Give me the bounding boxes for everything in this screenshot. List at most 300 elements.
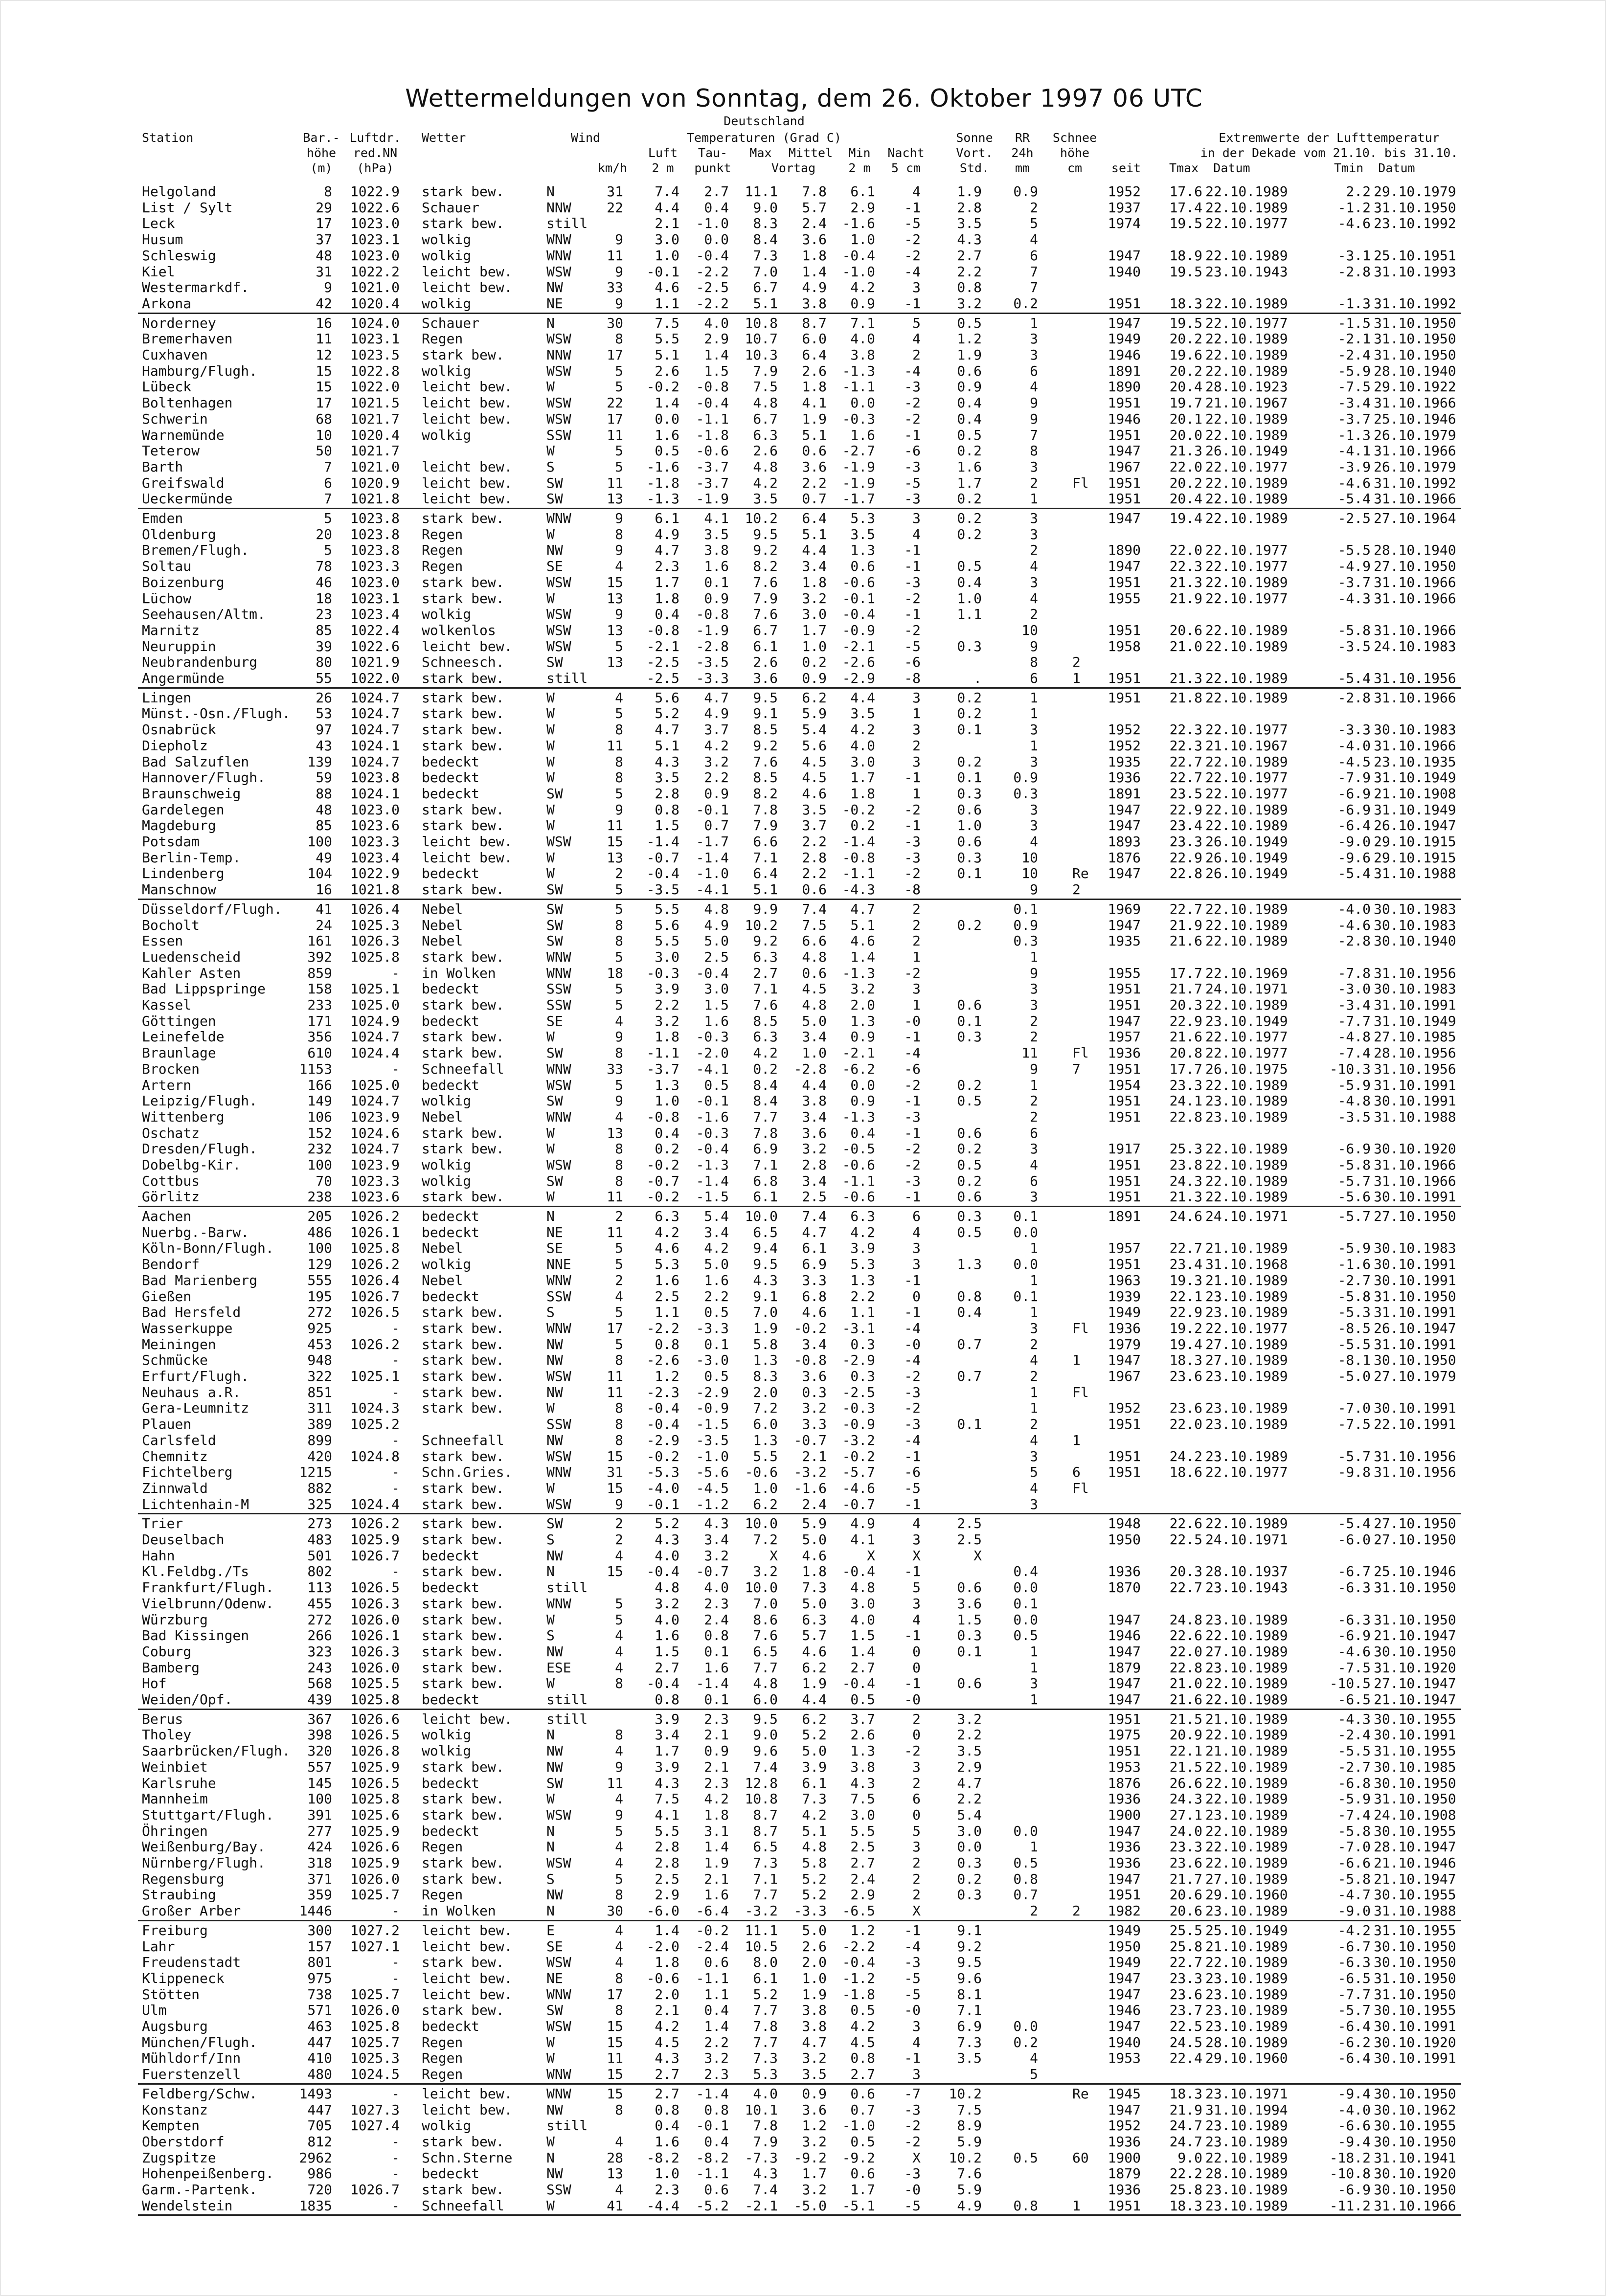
cell-sonne: 3.2 <box>957 1711 982 1727</box>
cell-luftdruck: - <box>391 2134 400 2150</box>
cell-temp-mittel: 7.8 <box>802 183 827 200</box>
cell-station: Zinnwald <box>142 1480 208 1496</box>
station-row <box>1 1855 1606 1871</box>
cell-wind-speed: 41 <box>607 2198 623 2214</box>
cell-station: Frankfurt/Flugh. <box>142 1579 274 1596</box>
cell-temp-nacht: -1 <box>904 606 921 622</box>
cell-temp-tau: 1.6 <box>704 1272 729 1288</box>
header-luft-2: red.NN <box>353 146 398 160</box>
cell-bar-hoehe: 318 <box>307 1855 332 1871</box>
cell-sonne: 3.6 <box>957 1596 982 1612</box>
cell-tmax-datum: 23.10.1943 <box>1205 1579 1288 1596</box>
cell-temp-max: 6.1 <box>753 1189 778 1205</box>
cell-sonne: 0.4 <box>957 574 982 590</box>
cell-rr: 0.3 <box>1013 933 1038 949</box>
cell-temp-nacht: 1 <box>912 786 921 802</box>
cell-temp-max: 3.6 <box>753 670 778 686</box>
cell-tmax-datum: 22.10.1977 <box>1205 315 1288 331</box>
cell-temp-mittel: 3.8 <box>802 2002 827 2018</box>
cell-tmax: 21.8 <box>1169 690 1202 706</box>
cell-tmin-datum: 31.10.1956 <box>1374 1448 1456 1464</box>
cell-temp-max: 7.8 <box>753 2018 778 2034</box>
cell-temp-max: 5.5 <box>753 1448 778 1464</box>
cell-temp-nacht: 0 <box>912 1660 921 1676</box>
header-tau-1: Tau- <box>698 146 728 160</box>
cell-station: Kahler Asten <box>142 965 241 981</box>
cell-temp-mittel: 3.5 <box>802 2066 827 2082</box>
cell-tmin-datum: 27.10.1950 <box>1374 558 1456 574</box>
cell-luftdruck: 1021.8 <box>350 881 400 898</box>
station-row <box>1 654 1606 670</box>
cell-station: Weißenburg/Bay. <box>142 1839 266 1855</box>
cell-rr: 6 <box>1030 1173 1038 1189</box>
cell-bar-hoehe: 2962 <box>299 2150 332 2166</box>
cell-temp-mittel: 4.6 <box>802 1548 827 1564</box>
cell-temp-luft: 1.5 <box>655 817 679 833</box>
cell-temp-mittel: 5.1 <box>802 427 827 443</box>
cell-bar-hoehe: 1446 <box>299 1903 332 1919</box>
cell-temp-nacht: 3 <box>912 510 921 526</box>
cell-temp-luft: -6.0 <box>646 1903 679 1919</box>
cell-temp-nacht: -5 <box>904 638 921 654</box>
cell-seit: 1979 <box>1108 1336 1141 1352</box>
cell-wind-dir: WSW <box>546 1077 571 1093</box>
cell-wind-dir: SSW <box>546 2182 571 2198</box>
cell-temp-mittel: 5.2 <box>802 1871 827 1887</box>
cell-tmin: -10.8 <box>1329 2165 1371 2182</box>
cell-tmin-datum: 31.10.1955 <box>1374 1743 1456 1759</box>
cell-wind-dir: N <box>546 315 555 331</box>
cell-temp-min: 2.7 <box>850 1855 875 1871</box>
cell-sonne: 3.2 <box>957 295 982 312</box>
cell-temp-max: 4.8 <box>753 1675 778 1691</box>
station-row <box>1 1971 1606 1986</box>
cell-temp-mittel: 4.6 <box>802 1304 827 1320</box>
cell-wind-speed: 4 <box>615 1013 623 1029</box>
cell-temp-min: 0.0 <box>850 395 875 411</box>
cell-wind-dir: WNW <box>546 1272 571 1288</box>
cell-temp-min: 4.2 <box>850 721 875 738</box>
header-schnee-1: Schnee <box>1052 131 1097 145</box>
cell-luftdruck: 1023.6 <box>350 817 400 833</box>
cell-wetter: bedeckt <box>422 1775 480 1791</box>
cell-tmax-datum: 23.10.1989 <box>1205 1093 1288 1109</box>
cell-temp-max: 4.2 <box>753 1045 778 1061</box>
cell-luftdruck: 1025.8 <box>350 2018 400 2034</box>
cell-tmin: -3.7 <box>1337 411 1371 427</box>
station-row <box>1 2182 1606 2198</box>
cell-seit: 1949 <box>1108 1304 1141 1320</box>
cell-wind-dir: S <box>546 1531 555 1548</box>
cell-temp-nacht: 4 <box>912 1612 921 1628</box>
cell-temp-max: 7.6 <box>753 606 778 622</box>
cell-wind-speed: 13 <box>607 654 623 670</box>
cell-tmin: -7.5 <box>1337 1660 1371 1676</box>
cell-tmax-datum: 22.10.1989 <box>1205 1855 1288 1871</box>
cell-temp-luft: 5.2 <box>655 1515 679 1531</box>
cell-tmin: -9.4 <box>1337 2134 1371 2150</box>
cell-temp-nacht: -1 <box>904 1189 921 1205</box>
cell-wetter: stark bew. <box>422 802 504 818</box>
cell-temp-min: 4.2 <box>850 1224 875 1240</box>
cell-temp-mittel: 3.8 <box>802 1093 827 1109</box>
cell-sonne: 0.6 <box>957 997 982 1013</box>
cell-wind-dir: WSW <box>546 264 571 280</box>
cell-luftdruck: 1026.6 <box>350 1839 400 1855</box>
cell-temp-max: 10.8 <box>745 1791 778 1807</box>
cell-luftdruck: - <box>391 1384 400 1400</box>
station-row <box>1 1141 1606 1157</box>
cell-wetter: Regen <box>422 558 463 574</box>
cell-temp-tau: 4.9 <box>704 705 729 721</box>
cell-temp-luft: 2.1 <box>655 215 679 231</box>
cell-luftdruck: 1026.3 <box>350 1643 400 1660</box>
cell-temp-min: -0.4 <box>842 1954 875 1970</box>
cell-sonne: 0.2 <box>957 690 982 706</box>
cell-rr: 4 <box>1030 1432 1038 1448</box>
cell-temp-min: 5.3 <box>850 1256 875 1272</box>
cell-tmax: 21.0 <box>1169 1675 1202 1691</box>
cell-temp-min: -0.8 <box>842 850 875 866</box>
cell-seit: 1946 <box>1108 347 1141 363</box>
cell-bar-hoehe: 486 <box>307 1224 332 1240</box>
station-row <box>1 1029 1606 1045</box>
cell-temp-luft: 0.8 <box>655 1691 679 1708</box>
cell-station: Neuhaus a.R. <box>142 1384 241 1400</box>
cell-tmin: -9.0 <box>1337 833 1371 850</box>
cell-temp-min: -0.9 <box>842 1416 875 1432</box>
cell-temp-tau: 0.9 <box>704 1743 729 1759</box>
cell-tmax-datum: 31.10.1994 <box>1205 2102 1288 2118</box>
cell-station: Ueckermünde <box>142 491 233 507</box>
cell-wind-dir: W <box>546 865 555 881</box>
cell-temp-max: 2.0 <box>753 1384 778 1400</box>
cell-luftdruck: 1025.8 <box>350 1240 400 1256</box>
cell-seit: 1947 <box>1108 2018 1141 2034</box>
cell-wetter: stark bew. <box>422 1045 504 1061</box>
cell-bar-hoehe: 41 <box>316 901 332 917</box>
cell-bar-hoehe: 15 <box>316 363 332 379</box>
cell-tmin: -6.4 <box>1337 2018 1371 2034</box>
cell-luftdruck: 1024.1 <box>350 786 400 802</box>
cell-temp-mittel: 4.2 <box>802 1807 827 1823</box>
cell-wetter: stark bew. <box>422 949 504 965</box>
cell-wetter: Regen <box>422 1887 463 1903</box>
station-row <box>1 866 1606 881</box>
station-row <box>1 1871 1606 1887</box>
cell-wind-dir: SW <box>546 786 563 802</box>
group-separator <box>138 1513 1461 1514</box>
cell-wind-dir: SW <box>546 1045 563 1061</box>
cell-temp-max: 7.7 <box>753 1109 778 1125</box>
group-separator <box>138 508 1461 509</box>
cell-tmin: -7.4 <box>1337 1807 1371 1823</box>
cell-temp-nacht: -2 <box>904 231 921 248</box>
cell-seit: 1876 <box>1108 1775 1141 1791</box>
cell-temp-luft: 3.2 <box>655 1013 679 1029</box>
cell-tmax: 22.9 <box>1169 1304 1202 1320</box>
header-seit: seit <box>1111 161 1141 175</box>
cell-tmin-datum: 31.10.1966 <box>1374 443 1456 459</box>
cell-tmin-datum: 21.10.1908 <box>1374 786 1456 802</box>
cell-schnee: 60 <box>1072 2150 1089 2166</box>
cell-tmax-datum: 22.10.1989 <box>1205 347 1288 363</box>
cell-temp-mittel: 6.9 <box>802 1256 827 1272</box>
cell-temp-mittel: 2.2 <box>802 865 827 881</box>
cell-temp-tau: -4.1 <box>696 1061 729 1077</box>
cell-sonne: 2.8 <box>957 200 982 216</box>
cell-station: Coburg <box>142 1643 192 1660</box>
cell-tmax-datum: 22.10.1989 <box>1205 917 1288 933</box>
cell-tmin: -4.6 <box>1337 215 1371 231</box>
cell-bar-hoehe: 273 <box>307 1515 332 1531</box>
cell-temp-luft: -3.5 <box>646 881 679 898</box>
cell-luftdruck: 1022.0 <box>350 670 400 686</box>
cell-wind-dir: W <box>546 1029 555 1045</box>
cell-wind-speed: 13 <box>607 491 623 507</box>
cell-temp-mittel: 3.2 <box>802 1141 827 1157</box>
cell-seit: 1947 <box>1108 1013 1141 1029</box>
cell-station: Oberstdorf <box>142 2134 225 2150</box>
cell-seit: 1917 <box>1108 1141 1141 1157</box>
cell-temp-nacht: 5 <box>912 1579 921 1596</box>
cell-station: Würzburg <box>142 1612 208 1628</box>
cell-temp-luft: 7.4 <box>655 183 679 200</box>
cell-wind-speed: 11 <box>607 738 623 754</box>
cell-luftdruck: - <box>391 2150 400 2166</box>
cell-sonne: 0.4 <box>957 395 982 411</box>
cell-temp-tau: 4.7 <box>704 690 729 706</box>
cell-tmin: -5.3 <box>1337 1304 1371 1320</box>
cell-rr: 5 <box>1030 1464 1038 1480</box>
cell-station: Erfurt/Flugh. <box>142 1368 249 1384</box>
cell-temp-tau: 0.7 <box>704 817 729 833</box>
cell-bar-hoehe: 555 <box>307 1272 332 1288</box>
cell-temp-min: 0.9 <box>850 295 875 312</box>
cell-temp-nacht: 3 <box>912 2066 921 2082</box>
cell-bar-hoehe: 161 <box>307 933 332 949</box>
cell-seit: 1940 <box>1108 264 1141 280</box>
cell-temp-min: 2.2 <box>850 1288 875 1305</box>
cell-station: Emden <box>142 510 183 526</box>
cell-seit: 1947 <box>1108 248 1141 264</box>
cell-temp-mittel: 2.8 <box>802 1157 827 1173</box>
cell-bar-hoehe: 100 <box>307 833 332 850</box>
cell-temp-max: 8.4 <box>753 231 778 248</box>
cell-temp-nacht: -6 <box>904 1061 921 1077</box>
cell-luftdruck: 1023.1 <box>350 590 400 607</box>
cell-temp-mittel: 5.0 <box>802 1596 827 1612</box>
cell-temp-nacht: -5 <box>904 2198 921 2214</box>
cell-temp-luft: 2.7 <box>655 1660 679 1676</box>
cell-temp-min: 0.6 <box>850 2165 875 2182</box>
cell-bar-hoehe: 158 <box>307 981 332 997</box>
cell-bar-hoehe: 266 <box>307 1627 332 1643</box>
station-row <box>1 1093 1606 1109</box>
cell-wetter: bedeckt <box>422 2018 480 2034</box>
cell-tmax-datum: 27.10.1989 <box>1205 1352 1288 1368</box>
cell-tmax-datum: 22.10.1989 <box>1205 690 1288 706</box>
cell-temp-luft: -0.8 <box>646 622 679 638</box>
cell-temp-tau: 0.4 <box>704 2134 729 2150</box>
cell-rr: 2 <box>1030 475 1038 491</box>
cell-temp-tau: 0.0 <box>704 231 729 248</box>
cell-temp-mittel: 5.1 <box>802 526 827 542</box>
cell-temp-tau: 2.3 <box>704 1596 729 1612</box>
cell-wetter: stark bew. <box>422 1759 504 1775</box>
cell-station: Leinefelde <box>142 1029 225 1045</box>
station-row <box>1 264 1606 280</box>
cell-luftdruck: - <box>391 1464 400 1480</box>
cell-tmin: -5.6 <box>1337 1189 1371 1205</box>
cell-bar-hoehe: 391 <box>307 1807 332 1823</box>
cell-temp-nacht: -8 <box>904 881 921 898</box>
cell-tmax: 22.6 <box>1169 1627 1202 1643</box>
cell-temp-nacht: -8 <box>904 670 921 686</box>
cell-station: Kiel <box>142 264 175 280</box>
cell-sonne: 0.2 <box>957 491 982 507</box>
cell-rr: 1 <box>1030 705 1038 721</box>
cell-station: Bocholt <box>142 917 200 933</box>
cell-temp-max: 7.3 <box>753 248 778 264</box>
cell-temp-mittel: 3.8 <box>802 2018 827 2034</box>
cell-bar-hoehe: 272 <box>307 1304 332 1320</box>
cell-wind-speed: 8 <box>615 2002 623 2018</box>
cell-station: Mannheim <box>142 1791 208 1807</box>
cell-tmin: -5.8 <box>1337 622 1371 638</box>
cell-wind-dir: SSW <box>546 997 571 1013</box>
cell-luftdruck: 1026.0 <box>350 1660 400 1676</box>
cell-rr: 3 <box>1030 1675 1038 1691</box>
cell-sonne: X <box>973 1548 982 1564</box>
cell-rr: 0.8 <box>1013 2198 1038 2214</box>
cell-temp-max: 9.5 <box>753 1256 778 1272</box>
cell-sonne: 0.6 <box>957 802 982 818</box>
station-row <box>1 1061 1606 1077</box>
cell-temp-min: -1.9 <box>842 475 875 491</box>
cell-tmax-datum: 23.10.1989 <box>1205 1109 1288 1125</box>
cell-wind-dir: WSW <box>546 574 571 590</box>
cell-seit: 1952 <box>1108 738 1141 754</box>
cell-tmax-datum: 22.10.1977 <box>1205 769 1288 786</box>
cell-station: Lindenberg <box>142 865 225 881</box>
cell-tmax: 27.1 <box>1169 1807 1202 1823</box>
cell-rr: 10 <box>1021 865 1038 881</box>
cell-wind-dir: N <box>546 2150 555 2166</box>
cell-station: Leck <box>142 215 175 231</box>
cell-sonne: 7.5 <box>957 2102 982 2118</box>
cell-tmin: -5.4 <box>1337 491 1371 507</box>
cell-wetter: Nebel <box>422 933 463 949</box>
station-row <box>1 1516 1606 1531</box>
cell-temp-nacht: -3 <box>904 2165 921 2182</box>
cell-seit: 1951 <box>1108 1093 1141 1109</box>
cell-luftdruck: 1026.2 <box>350 1515 400 1531</box>
cell-seit: 1951 <box>1108 1416 1141 1432</box>
cell-temp-luft: 2.8 <box>655 1839 679 1855</box>
header-luft-3: (hPa) <box>357 161 394 175</box>
station-row <box>1 1433 1606 1448</box>
cell-tmin: -1.5 <box>1337 315 1371 331</box>
header-extrem-2: in der Dekade vom 21.10. bis 31.10. <box>1200 146 1458 160</box>
cell-temp-max: 9.5 <box>753 690 778 706</box>
header-rr-2: 24h <box>1011 146 1034 160</box>
cell-temp-max: 9.2 <box>753 933 778 949</box>
cell-tmin-datum: 30.10.1983 <box>1374 1240 1456 1256</box>
cell-wetter: leicht bew. <box>422 2086 513 2102</box>
cell-bar-hoehe: 46 <box>316 574 332 590</box>
cell-tmin-datum: 21.10.1947 <box>1374 1691 1456 1708</box>
cell-sonne: 0.1 <box>957 721 982 738</box>
cell-station: Oschatz <box>142 1125 200 1141</box>
cell-bar-hoehe: 80 <box>316 654 332 670</box>
station-row <box>1 347 1606 363</box>
cell-wetter: stark bew. <box>422 738 504 754</box>
cell-temp-mittel: 5.9 <box>802 705 827 721</box>
cell-rr: 1 <box>1030 1643 1038 1660</box>
station-row <box>1 411 1606 427</box>
cell-sonne: 0.2 <box>957 510 982 526</box>
cell-bar-hoehe: 97 <box>316 721 332 738</box>
cell-bar-hoehe: 49 <box>316 850 332 866</box>
cell-tmin-datum: 30.10.1991 <box>1374 2050 1456 2066</box>
cell-temp-min: -2.7 <box>842 443 875 459</box>
station-row <box>1 1564 1606 1579</box>
cell-temp-luft: 3.2 <box>655 1596 679 1612</box>
cell-luftdruck: 1025.7 <box>350 1986 400 2003</box>
cell-tmax-datum: 22.10.1977 <box>1205 459 1288 475</box>
cell-tmin-datum: 31.10.1966 <box>1374 395 1456 411</box>
cell-wind-dir: WSW <box>546 638 571 654</box>
cell-bar-hoehe: 20 <box>316 526 332 542</box>
cell-tmax: 23.4 <box>1169 1256 1202 1272</box>
cell-tmin: -5.9 <box>1337 363 1371 379</box>
cell-wind-dir: W <box>546 379 555 395</box>
cell-temp-tau: -3.7 <box>696 459 729 475</box>
cell-wind-speed: 2 <box>615 1531 623 1548</box>
cell-temp-max: 7.2 <box>753 1531 778 1548</box>
cell-temp-luft: 4.6 <box>655 279 679 295</box>
cell-luftdruck: 1027.2 <box>350 1922 400 1938</box>
cell-temp-tau: 2.9 <box>704 331 729 347</box>
cell-station: Bad Marienberg <box>142 1272 258 1288</box>
cell-wind-dir: SW <box>546 917 563 933</box>
cell-tmin: -5.7 <box>1337 1448 1371 1464</box>
cell-temp-max: 9.2 <box>753 542 778 558</box>
cell-temp-mittel: 4.9 <box>802 279 827 295</box>
cell-tmin-datum: 30.10.1950 <box>1374 1938 1456 1955</box>
cell-wind-dir: W <box>546 738 555 754</box>
cell-temp-min: 5.5 <box>850 1823 875 1839</box>
cell-seit: 1893 <box>1108 833 1141 850</box>
cell-rr: 11 <box>1021 1045 1038 1061</box>
cell-temp-max: 6.3 <box>753 1029 778 1045</box>
cell-temp-luft: 0.4 <box>655 1125 679 1141</box>
cell-temp-max: 9.5 <box>753 1711 778 1727</box>
cell-tmax: 18.6 <box>1169 1464 1202 1480</box>
cell-wetter: stark bew. <box>422 1141 504 1157</box>
cell-temp-nacht: -2 <box>904 865 921 881</box>
cell-bar-hoehe: 100 <box>307 1791 332 1807</box>
cell-temp-tau: 4.2 <box>704 1791 729 1807</box>
cell-temp-luft: 1.6 <box>655 427 679 443</box>
cell-wetter: stark bew. <box>422 1304 504 1320</box>
cell-temp-min: 1.2 <box>850 1922 875 1938</box>
cell-temp-luft: -0.2 <box>646 1448 679 1464</box>
cell-tmin-datum: 30.10.1991 <box>1374 1093 1456 1109</box>
cell-luftdruck: - <box>391 1352 400 1368</box>
cell-temp-tau: 1.6 <box>704 558 729 574</box>
